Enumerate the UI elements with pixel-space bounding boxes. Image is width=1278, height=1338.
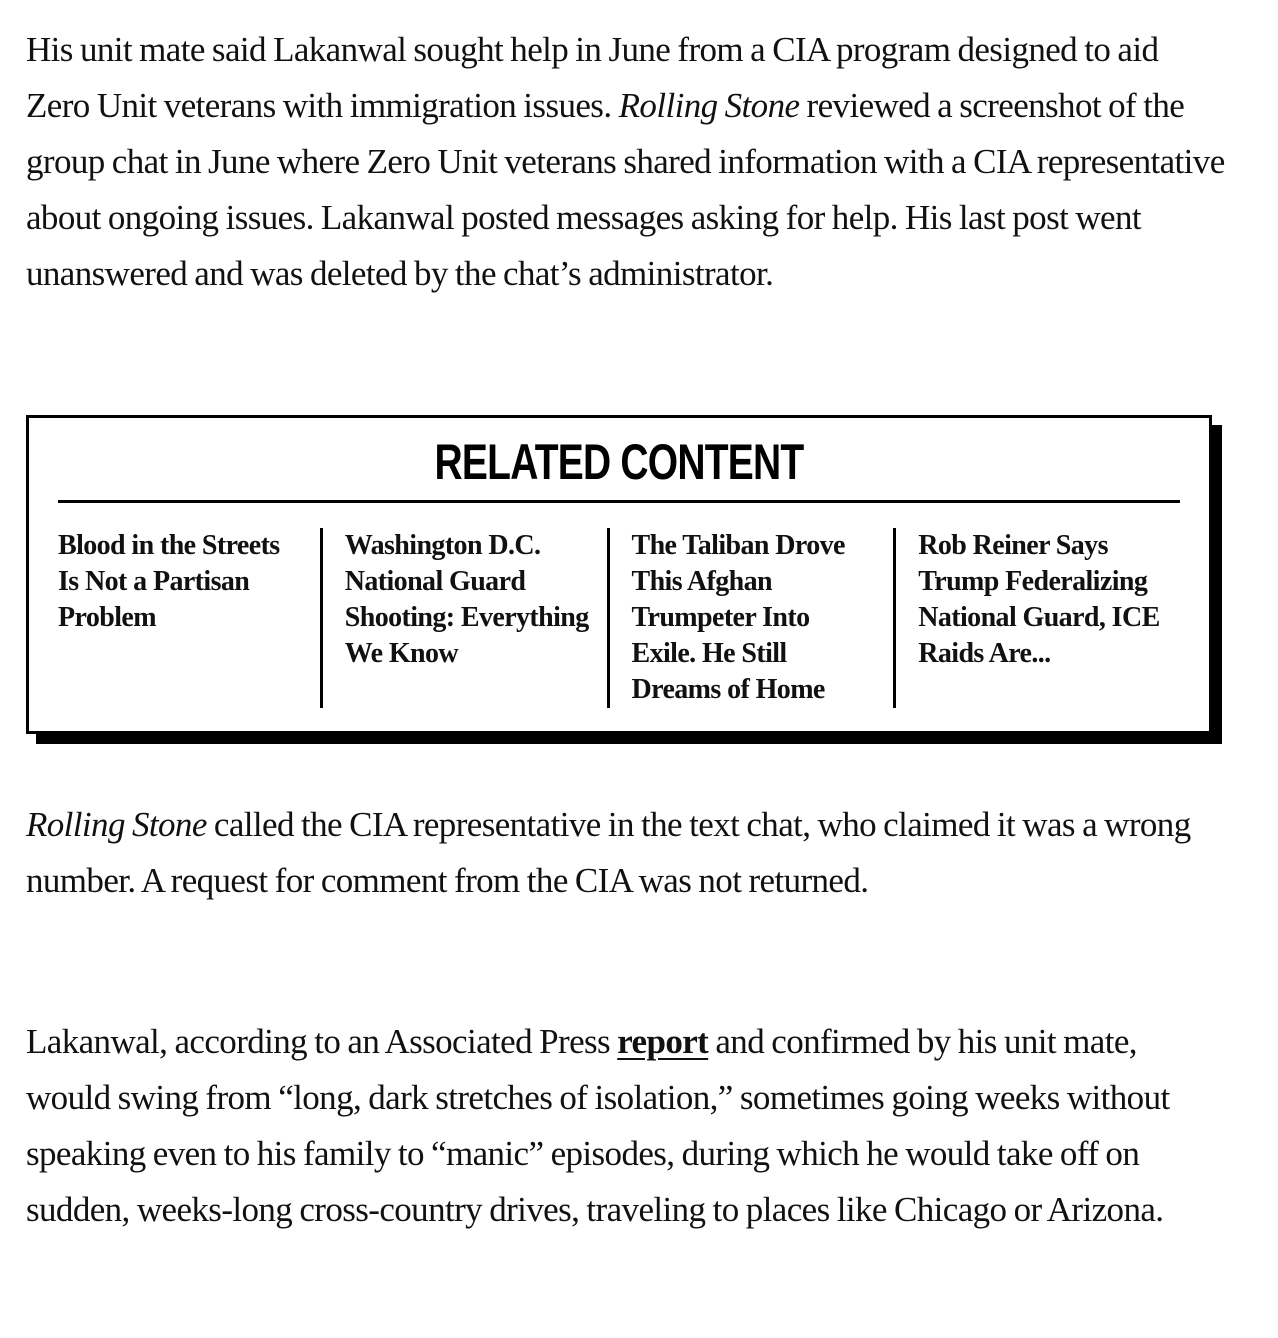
publication-name: Rolling Stone (26, 805, 207, 844)
related-content-divider (58, 500, 1180, 503)
publication-name: Rolling Stone (618, 86, 800, 125)
related-link-3[interactable]: The Taliban Drove This Afghan Trumpeter Into Exile. He Still Dreams of Home (607, 528, 894, 708)
related-link-1[interactable]: Blood in the Streets Is Not a Partisan Problem (58, 530, 280, 633)
article-body (26, 22, 1226, 302)
related-content-title: RELATED CONTENT (434, 434, 804, 490)
paragraph-1-text-end: reviewed a screenshot of the group chat in June where Zero Unit veterans shared information with a CIA representative about ongoing issues. Lakanwal posted messages asking for help. His last post went unanswered and was deleted by the chat’s administrator. (26, 86, 1225, 293)
related-link-4[interactable]: Rob Reiner Says Trump Federalizing National Guard, ICE Raids Are... (893, 528, 1180, 708)
paragraph-1 (26, 22, 1226, 302)
paragraph-2 (26, 797, 1226, 909)
paragraph-3-text-end: and confirmed by his unit mate, would swing from “long, dark stretches of isolation,” sometimes going weeks without speaking even to his family to “manic” episodes, during which he would take off on sudden, weeks-long cross-country drives, traveling to places like Chicago or Arizona. (26, 1022, 1170, 1229)
paragraph-2-text: called the CIA representative in the text chat, who claimed it was a wrong number. A request for comment from the CIA was not returned. (26, 805, 1191, 900)
related-content-list (58, 528, 1180, 708)
report-link[interactable]: report (617, 1022, 709, 1061)
related-link-2[interactable]: Washington D.C. National Guard Shooting: Everything We Know (320, 528, 607, 708)
related-content-box (26, 415, 1212, 734)
paragraph-3-text-start: Lakanwal, according to an Associated Press (26, 1022, 618, 1061)
paragraph-1-text-start: His unit mate said Lakanwal sought help in June from a CIA program designed to aid Zero Unit veterans with immigration issues. (26, 30, 1159, 125)
paragraph-3 (26, 1014, 1226, 1238)
